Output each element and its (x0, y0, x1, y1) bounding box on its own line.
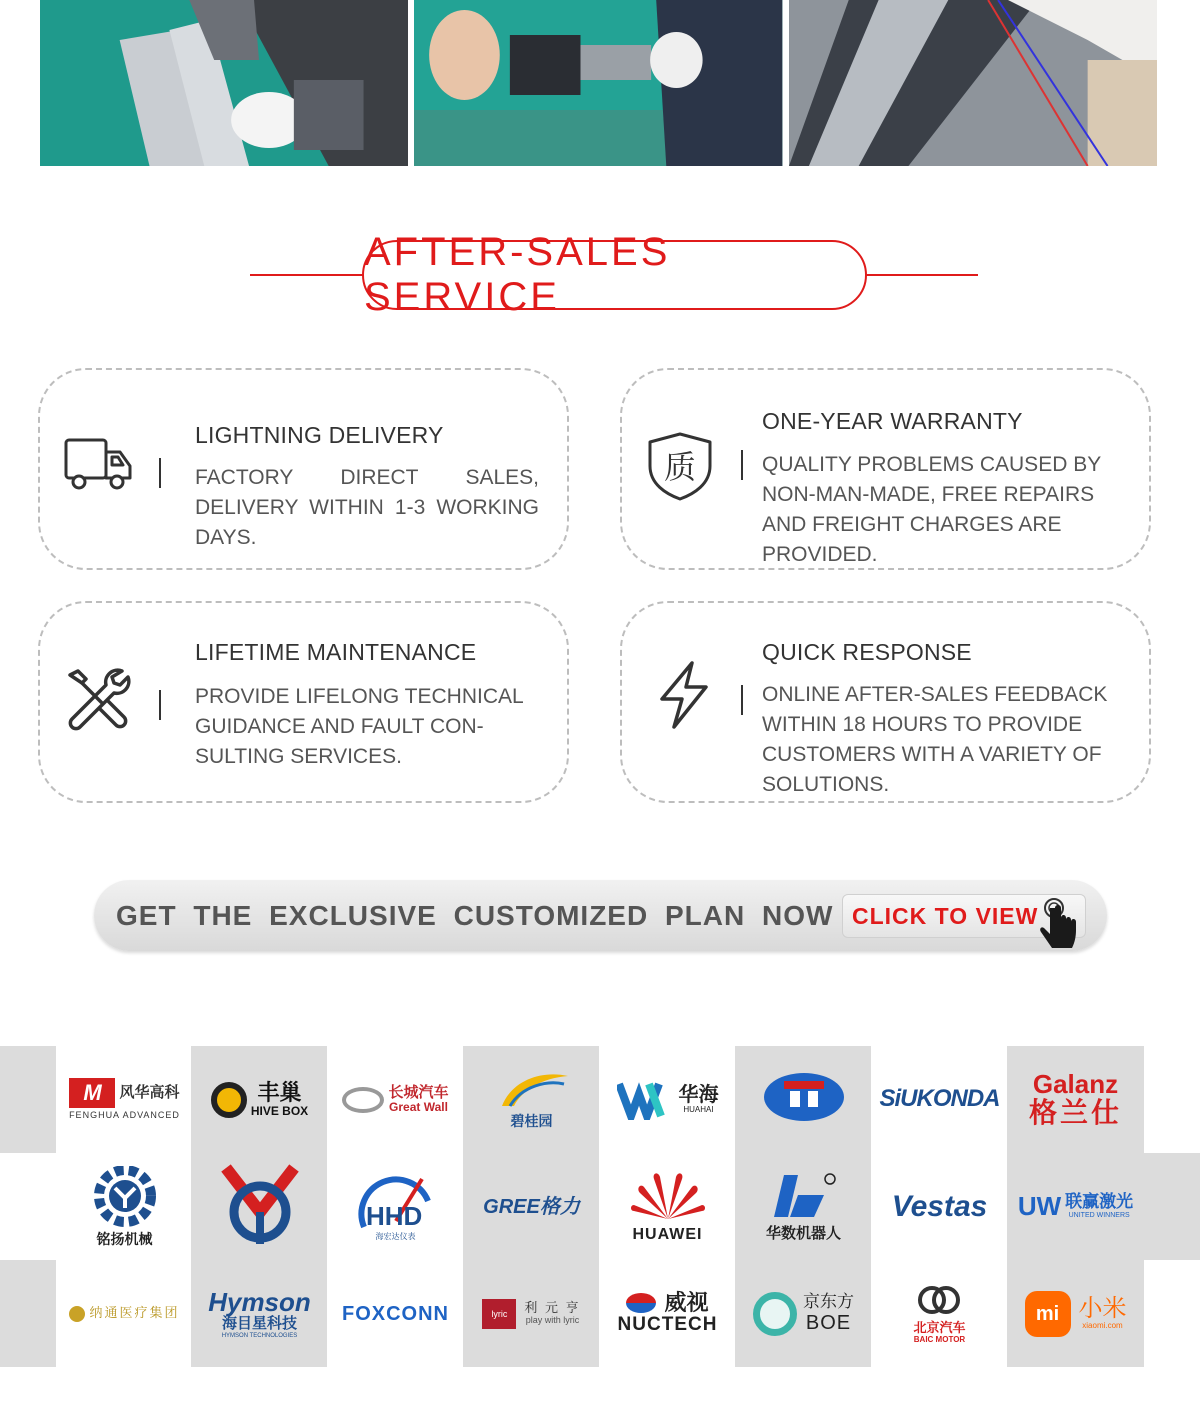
logo-huahai: 华海 HUAHAI (599, 1046, 736, 1153)
factory-photo-motor-assembly (414, 0, 782, 166)
logo-hhd: HHD 海宏达仪表 (327, 1153, 464, 1260)
heading-left-rule (250, 274, 363, 276)
logo-blue-emblem (735, 1046, 872, 1153)
heading-title: AFTER-SALES SERVICE (362, 240, 867, 310)
service-title: LIGHTNING DELIVERY (195, 422, 444, 448)
logo-huashu-robot: 华数机器人 (735, 1153, 872, 1260)
card-separator (159, 690, 161, 720)
logo-xiaomi: mi 小米 xiaomi.com (1007, 1260, 1144, 1367)
service-title: ONE-YEAR WARRANTY (762, 408, 1023, 434)
customized-plan-banner[interactable] (94, 880, 1107, 951)
quality-shield-icon (644, 430, 716, 502)
cta-text: GET THE EXCLUSIVE CUSTOMIZED PLAN NOW (116, 900, 834, 931)
service-card-quick-response (620, 601, 1151, 803)
lightning-icon (648, 659, 720, 731)
logo-country-garden: 碧桂园 (463, 1046, 600, 1153)
svg-text:HHD: HHD (365, 1200, 422, 1229)
logo-gree: GREE格力 (463, 1153, 600, 1260)
after-sales-heading (0, 230, 1200, 319)
logo-mingyang: 铭扬机械 (56, 1153, 193, 1260)
card-separator (741, 685, 743, 715)
logo-baic: 北京汽车 BAIC MOTOR (871, 1260, 1008, 1367)
logo-hivebox: 丰巢 HIVE BOX (191, 1046, 328, 1153)
service-title: LIFETIME MAINTENANCE (195, 639, 477, 665)
logo-foxconn: FOXCONN (327, 1260, 464, 1367)
logo-lyric: lyric 利 元 亨 play with lyric (463, 1260, 600, 1367)
logo-siukonda: SiUKONDA (871, 1046, 1008, 1153)
factory-photo-strip (40, 0, 1157, 166)
card-separator (159, 458, 161, 488)
click-to-view-label: CLICK TO VIEW (852, 902, 1039, 929)
service-description: QUALITY PROBLEMS CAUSED BY NON-MAN-MADE, FREE REPAIRS AND FREIGHT CHARGES ARE PROVIDED. (762, 453, 1101, 566)
service-title: QUICK RESPONSE (762, 639, 972, 665)
service-card-one-year-warranty (620, 368, 1151, 570)
service-description: FACTORY DIRECT SALES, DELIVERY WITHIN 1-3 WORKING DAYS. (195, 466, 539, 549)
logo-boe: 京东方 BOE (735, 1260, 872, 1367)
partner-logo-wall (0, 1046, 1200, 1366)
factory-photo-linear-rails (40, 0, 408, 166)
heading-right-rule (866, 274, 978, 276)
service-card-lifetime-maintenance (38, 601, 569, 803)
logo-galanz: Galanz 格兰仕 (1007, 1046, 1144, 1153)
quality-glyph: 质 (663, 448, 697, 486)
card-separator (741, 450, 743, 480)
logo-great-wall: 长城汽车 Great Wall (327, 1046, 464, 1153)
service-card-lightning-delivery (38, 368, 569, 570)
logo-vestas: Vestas (871, 1153, 1008, 1260)
logo-fenghua: M 风华高科 FENGHUA ADVANCED (56, 1046, 193, 1153)
logo-huawei: HUAWEI (599, 1153, 736, 1260)
pointer-hand-icon (1038, 896, 1078, 952)
logo-hymson: Hymson 海目星科技 HYMSON TECHNOLOGIES (191, 1260, 328, 1367)
truck-icon (62, 428, 134, 500)
logo-red-y-emblem (191, 1153, 328, 1260)
logo-united-winners: UW 联赢激光 UNITED WINNERS (1007, 1153, 1144, 1260)
logo-nuctech: 威视 NUCTECH (599, 1260, 736, 1367)
service-description: ONLINE AFTER-SALES FEEDBACK WITHIN 18 HOURS TO PROVIDE CUSTOMERS WITH A VARIETY OF SOLUTIONS. (762, 683, 1108, 796)
factory-photo-module-line (789, 0, 1157, 166)
tools-icon (62, 665, 134, 737)
service-description: PROVIDE LIFELONG TECHNICAL GUIDANCE AND FAULT CON-SULTING SERVICES. (195, 685, 523, 768)
logo-tongdu-medical: 纳通医疗集团 (56, 1260, 193, 1367)
